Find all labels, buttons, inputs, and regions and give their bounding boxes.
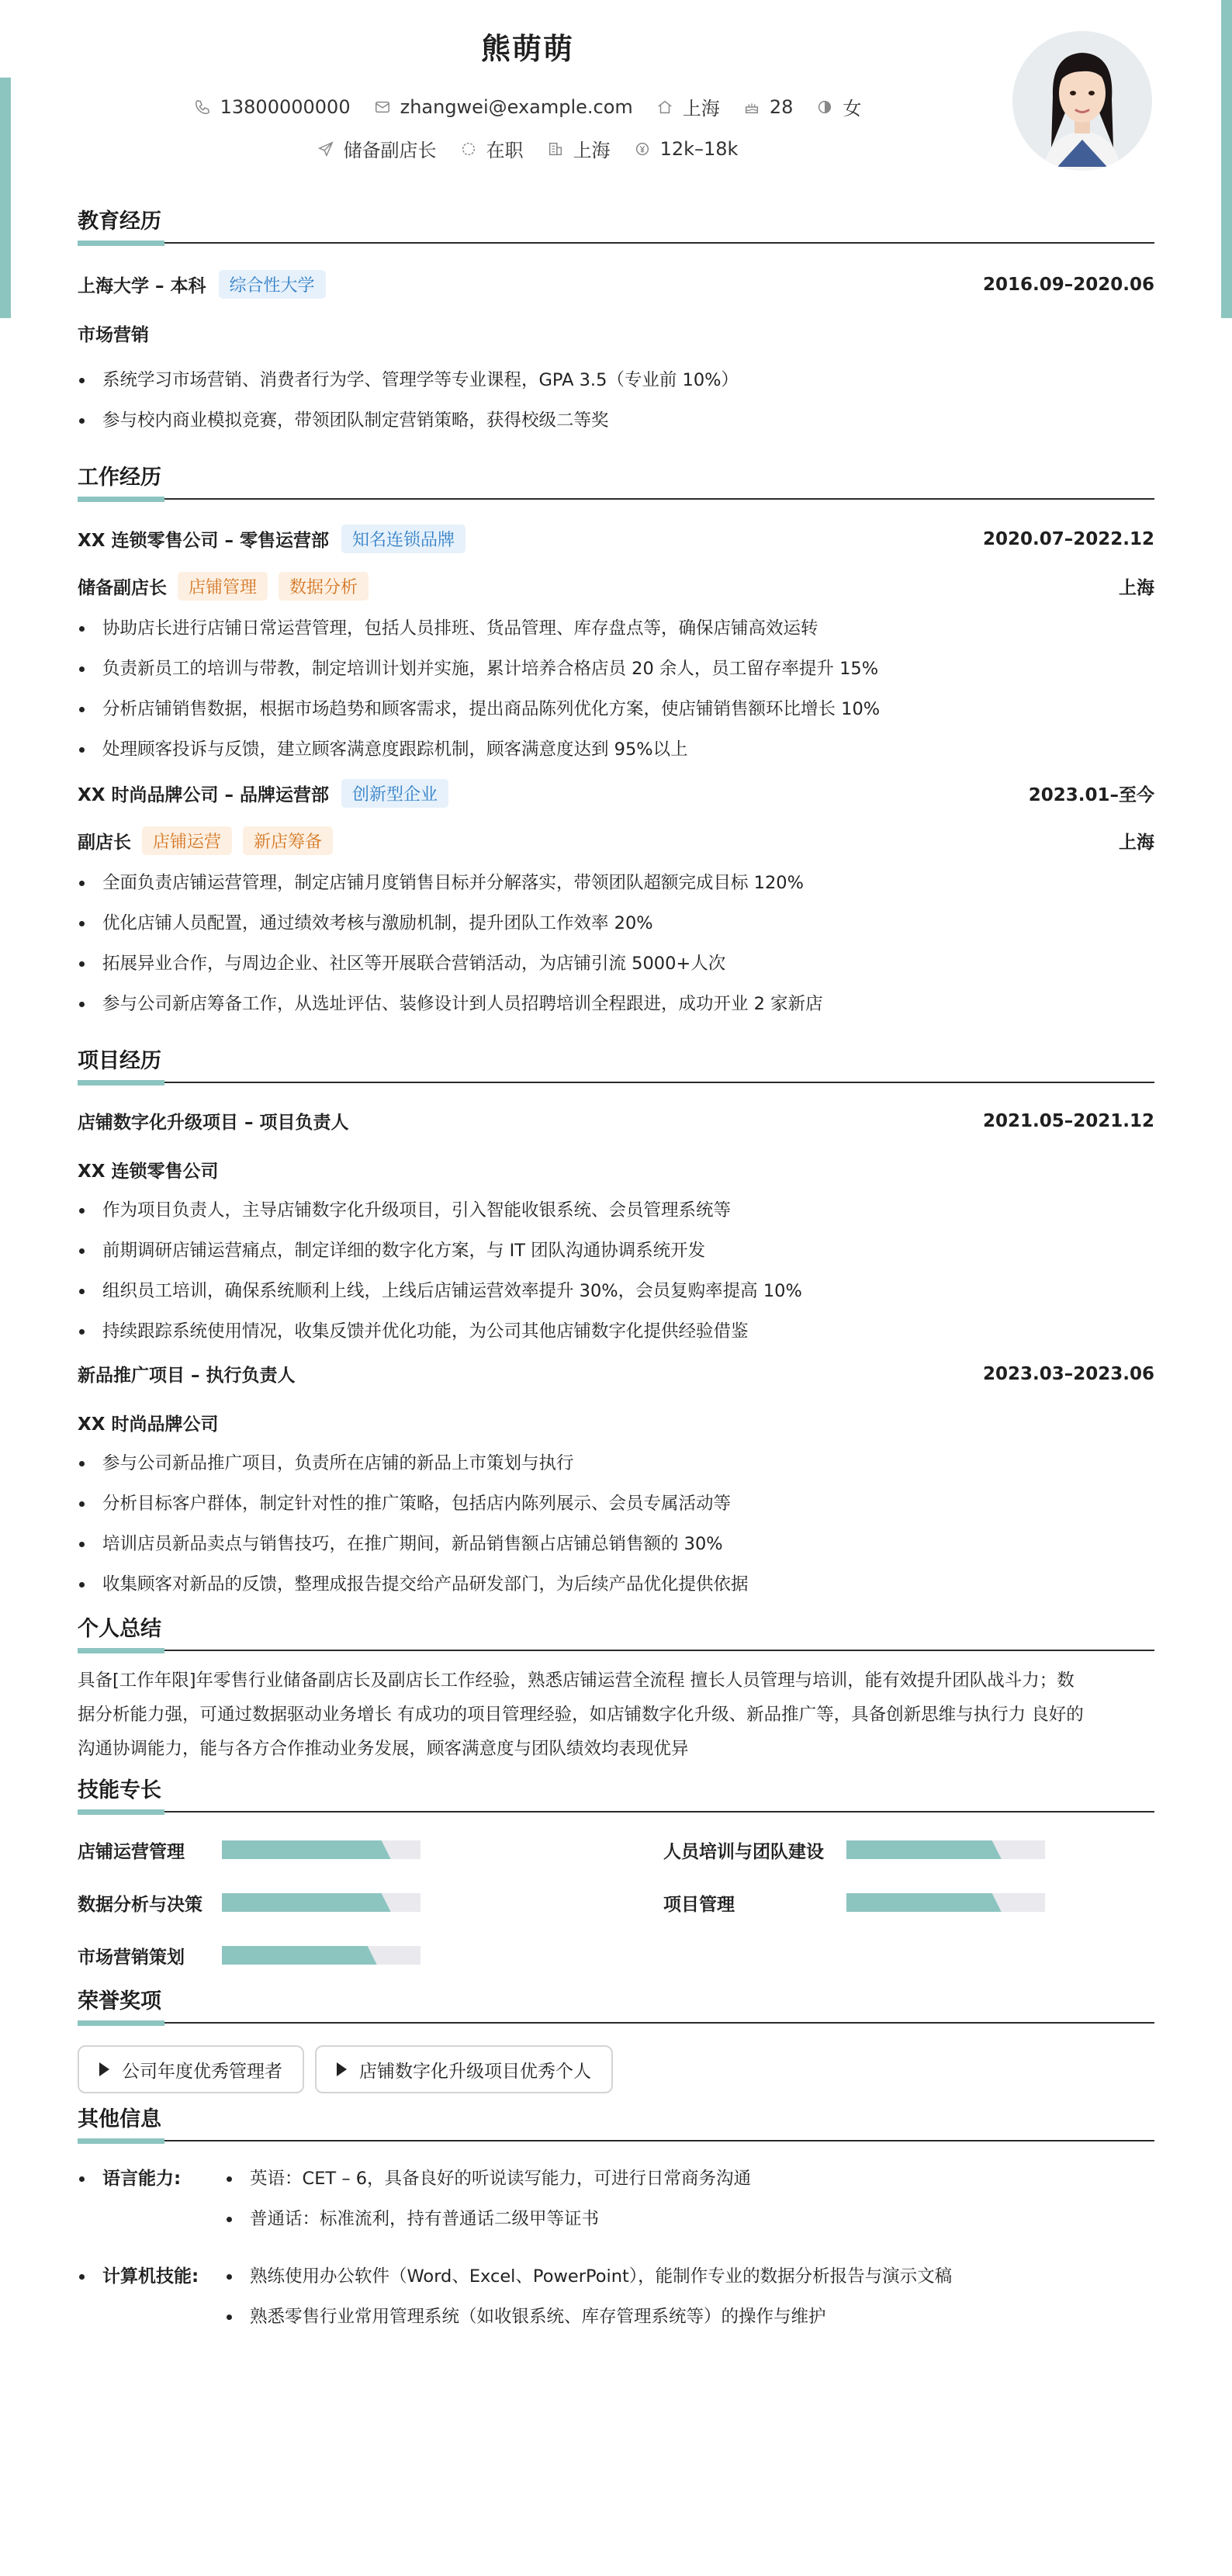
job-location: 上海 xyxy=(1119,833,1154,853)
list-item: 参与校内商业模拟竞赛，带领团队制定营销策略，获得校级二等奖 xyxy=(78,400,1154,441)
computer-skills-group xyxy=(78,2256,1154,2337)
skill-bar xyxy=(222,1946,420,1965)
list-item: 负责新员工的培训与带教，制定培训计划并实施，累计培养合格店员 20 余人，员工留存率提升 15% xyxy=(78,649,1154,689)
education-title: 教育经历 xyxy=(78,209,161,234)
cake-icon xyxy=(743,99,760,116)
project-company: XX 连锁零售公司 xyxy=(78,1162,219,1182)
list-item: 优化店铺人员配置，通过绩效考核与激励机制，提升团队工作效率 20% xyxy=(78,903,1154,943)
section-underline xyxy=(78,241,164,246)
list-item: 前期调研店铺运营痛点，制定详细的数字化方案，与 IT 团队沟通协调系统开发 xyxy=(78,1231,1154,1271)
salary-item xyxy=(634,138,739,160)
job-company: XX 连锁零售公司 – 零售运营部 xyxy=(78,531,329,551)
award-label: 公司年度优秀管理者 xyxy=(122,2061,282,2082)
education-major: 市场营销 xyxy=(78,325,149,345)
city-text: 上海 xyxy=(682,98,720,119)
job-role: 副店长 xyxy=(78,833,131,853)
summary-line: 据分析能力强，可通过数据驱动业务增长 有成功的项目管理经验，如店铺数字化升级、新品推广等，具备创新思维与执行力 良好的 xyxy=(78,1705,1084,1725)
other-section xyxy=(78,2106,1154,2337)
gender-text: 女 xyxy=(843,98,862,119)
skills-grid xyxy=(78,1831,1154,1974)
job-location: 上海 xyxy=(1119,578,1154,598)
avatar-photo xyxy=(1012,31,1152,171)
summary-text xyxy=(78,1664,1154,1766)
skill-bar xyxy=(222,1893,420,1912)
gender-icon xyxy=(816,99,833,116)
position-text: 储备副店长 xyxy=(343,140,437,161)
position-item xyxy=(317,135,437,162)
skills-title: 技能专长 xyxy=(78,1778,161,1802)
building-icon xyxy=(547,140,564,158)
skill-tag: 店铺管理 xyxy=(178,572,268,601)
project-name-row xyxy=(78,1361,1154,1387)
work-title: 工作经历 xyxy=(78,466,161,490)
summary-line: 具备[工作年限]年零售行业储备副店长及副店长工作经验，熟悉店铺运营全流程 擅长人员管理与培训，能有效提升团队战斗力；数 xyxy=(78,1671,1075,1691)
age-text: 28 xyxy=(769,95,794,118)
skills-header xyxy=(78,1777,1154,1813)
skill-tag: 数据分析 xyxy=(279,572,369,601)
award-item xyxy=(315,2045,613,2093)
skill-item xyxy=(663,1884,1129,1921)
mail-icon xyxy=(374,99,391,116)
job-role-row xyxy=(78,572,1154,601)
job-role: 储备副店长 xyxy=(78,578,167,598)
school-tag: 综合性大学 xyxy=(219,270,326,299)
phone-text: 13800000000 xyxy=(220,95,351,118)
salary-text: 12k–18k xyxy=(659,137,739,160)
summary-line: 沟通协调能力，能与各方合作推动业务发展，顾客满意度与团队绩效均表现优异 xyxy=(78,1739,689,1759)
job-company-row xyxy=(78,779,1154,808)
job-period: 2023.01–至今 xyxy=(1028,785,1154,805)
email-text: zhangwei@example.com xyxy=(400,95,633,118)
gender-item xyxy=(816,93,861,120)
skill-item xyxy=(663,1831,1129,1868)
project-bullets xyxy=(78,1190,1154,1352)
education-header xyxy=(78,208,1154,244)
awards-list xyxy=(78,2045,1154,2093)
job-bullets xyxy=(78,863,1154,1024)
left-accent-bar xyxy=(0,78,11,318)
list-item: 参与公司新品推广项目，负责所在店铺的新品上市策划与执行 xyxy=(78,1443,1154,1484)
education-period: 2016.09–2020.06 xyxy=(982,274,1154,295)
phone-icon xyxy=(194,99,211,116)
job-intent-row xyxy=(78,135,978,162)
target-city-item xyxy=(547,135,611,162)
phone-item xyxy=(194,96,351,118)
list-item: 组织员工培训，确保系统顺利上线，上线后店铺运营效率提升 30%，会员复购率提高 10% xyxy=(78,1271,1154,1311)
list-item: 培训店员新品卖点与销售技巧，在推广期间，新品销售额占店铺总销售额的 30% xyxy=(78,1524,1154,1564)
list-item: 处理顾客投诉与反馈，建立顾客满意度跟踪机制，顾客满意度达到 95%以上 xyxy=(78,729,1154,770)
right-accent-bar xyxy=(1221,0,1232,318)
list-item: 协助店长进行店铺日常运营管理，包括人员排班、货品管理、库存盘点等，确保店铺高效运转 xyxy=(78,608,1154,649)
work-header xyxy=(78,464,1154,500)
list-item: 收集顾客对新品的反馈，整理成报告提交给产品研发部门，为后续产品优化提供依据 xyxy=(78,1564,1154,1605)
project-period: 2023.03–2023.06 xyxy=(982,1363,1154,1384)
awards-header xyxy=(78,1988,1154,2024)
list-item: 英语：CET – 6，具备良好的听说读写能力，可进行日常商务沟通 xyxy=(225,2159,751,2199)
play-triangle-icon xyxy=(337,2062,347,2076)
project-entry xyxy=(78,1108,1154,1352)
home-icon xyxy=(656,99,673,116)
status-item xyxy=(460,135,524,162)
status-text: 在职 xyxy=(486,140,524,161)
skill-tag: 店铺运营 xyxy=(142,826,232,855)
candidate-name: 熊萌萌 xyxy=(480,32,574,66)
skill-item xyxy=(78,1884,663,1921)
list-item: 系统学习市场营销、消费者行为学、管理学等专业课程，GPA 3.5（专业前 10%） xyxy=(78,360,1154,400)
award-item xyxy=(78,2045,304,2093)
project-name: 新品推广项目 – 执行负责人 xyxy=(78,1366,296,1386)
city-item xyxy=(656,93,720,120)
list-item: 作为项目负责人，主导店铺数字化升级项目，引入智能收银系统、会员管理系统等 xyxy=(78,1190,1154,1231)
company-tag: 创新型企业 xyxy=(341,779,448,808)
other-list xyxy=(225,2159,751,2239)
list-item: 参与公司新店筹备工作，从选址评估、装修设计到人员招聘培训全程跟进，成功开业 2 家新店 xyxy=(78,984,1154,1024)
section-underline xyxy=(78,497,164,502)
skill-item xyxy=(78,1831,663,1868)
skill-fill xyxy=(222,1946,377,1965)
section-underline xyxy=(78,1809,164,1815)
status-icon xyxy=(460,140,477,158)
education-bullets xyxy=(78,360,1154,441)
skill-name: 店铺运营管理 xyxy=(78,1841,185,1862)
send-icon xyxy=(317,140,334,158)
section-underline xyxy=(78,2020,164,2026)
section-underline xyxy=(78,1080,164,1085)
email-item xyxy=(374,96,633,118)
skill-fill xyxy=(222,1840,391,1859)
education-section xyxy=(78,208,1154,441)
summary-header xyxy=(78,1615,1154,1651)
other-label: 计算机技能: xyxy=(78,2256,225,2337)
skill-name: 数据分析与决策 xyxy=(78,1894,202,1915)
school-name: 上海大学 – 本科 xyxy=(78,276,206,296)
list-item: 拓展异业合作，与周边企业、社区等开展联合营销活动，为店铺引流 5000+人次 xyxy=(78,943,1154,984)
work-section xyxy=(78,464,1154,1024)
skill-bar xyxy=(222,1840,420,1859)
job-role-row xyxy=(78,826,1154,855)
company-tag: 知名连锁品牌 xyxy=(341,525,465,553)
project-name: 店铺数字化升级项目 – 项目负责人 xyxy=(78,1113,349,1133)
age-item xyxy=(743,96,794,118)
skill-fill xyxy=(846,1893,1002,1912)
list-item: 全面负责店铺运营管理，制定店铺月度销售目标并分解落实，带领团队超额完成目标 120% xyxy=(78,863,1154,903)
summary-section xyxy=(78,1615,1154,1766)
list-item: 分析店铺销售数据，根据市场趋势和顾客需求，提出商品陈列优化方案，使店铺销售额环比增长 10% xyxy=(78,689,1154,729)
other-list xyxy=(225,2256,952,2337)
resume-page xyxy=(78,0,1154,2337)
skill-name: 项目管理 xyxy=(663,1894,735,1915)
other-info xyxy=(78,2159,1154,2337)
job-entry xyxy=(78,525,1154,770)
awards-section xyxy=(78,1988,1154,2093)
contact-row xyxy=(78,93,978,120)
section-underline xyxy=(78,2138,164,2144)
skill-bar xyxy=(846,1893,1045,1912)
other-label: 语言能力: xyxy=(78,2159,225,2239)
resume-header xyxy=(78,0,1154,202)
skill-item xyxy=(78,1937,663,1974)
summary-title: 个人总结 xyxy=(78,1617,161,1641)
list-item: 普通话：标准流利，持有普通话二级甲等证书 xyxy=(225,2199,751,2239)
play-triangle-icon xyxy=(99,2062,109,2076)
skill-fill xyxy=(846,1840,1002,1859)
projects-header xyxy=(78,1047,1154,1083)
skill-name: 人员培训与团队建设 xyxy=(663,1841,824,1862)
skill-bar xyxy=(846,1840,1045,1859)
project-bullets xyxy=(78,1443,1154,1605)
yen-icon xyxy=(634,140,651,158)
other-title: 其他信息 xyxy=(78,2107,161,2131)
project-period: 2021.05–2021.12 xyxy=(982,1110,1154,1131)
other-header xyxy=(78,2106,1154,2141)
award-label: 店铺数字化升级项目优秀个人 xyxy=(359,2061,591,2082)
education-row xyxy=(78,270,1154,299)
job-period: 2020.07–2022.12 xyxy=(982,528,1154,549)
target-city-text: 上海 xyxy=(573,140,611,161)
list-item: 熟悉零售行业常用管理系统（如收银系统、库存管理系统等）的操作与维护 xyxy=(225,2297,952,2337)
list-item: 分析目标客户群体，制定针对性的推广策略，包括店内陈列展示、会员专属活动等 xyxy=(78,1484,1154,1524)
job-entry xyxy=(78,779,1154,1024)
projects-section xyxy=(78,1047,1154,1605)
skill-fill xyxy=(222,1893,391,1912)
skill-tag: 新店筹备 xyxy=(243,826,333,855)
projects-title: 项目经历 xyxy=(78,1049,161,1073)
list-item: 持续跟踪系统使用情况，收集反馈并优化功能，为公司其他店铺数字化提供经验借鉴 xyxy=(78,1311,1154,1352)
project-entry xyxy=(78,1361,1154,1605)
skills-section xyxy=(78,1777,1154,1974)
job-company: XX 时尚品牌公司 – 品牌运营部 xyxy=(78,785,329,805)
list-item: 熟练使用办公软件（Word、Excel、PowerPoint），能制作专业的数据分析报告与演示文稿 xyxy=(225,2256,952,2297)
skill-name: 市场营销策划 xyxy=(78,1947,185,1968)
job-bullets xyxy=(78,608,1154,770)
language-group xyxy=(78,2159,1154,2239)
awards-title: 荣誉奖项 xyxy=(78,1989,161,2013)
project-name-row xyxy=(78,1108,1154,1134)
section-underline xyxy=(78,1648,164,1653)
project-company: XX 时尚品牌公司 xyxy=(78,1414,219,1435)
job-company-row xyxy=(78,525,1154,553)
